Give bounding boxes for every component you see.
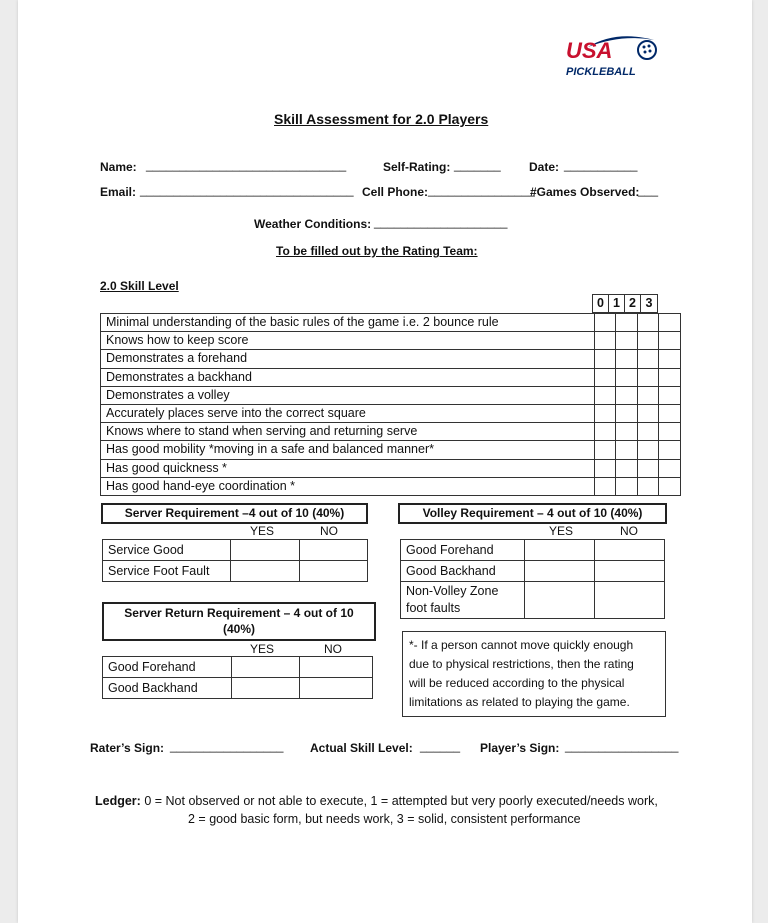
score-cell-0[interactable] <box>595 404 616 422</box>
score-cell-2[interactable] <box>637 368 658 386</box>
volley-requirement-table <box>400 539 665 619</box>
score-cell-1[interactable] <box>616 368 637 386</box>
player-sign-field[interactable]: _________________ <box>565 739 679 753</box>
score-cell-2[interactable] <box>637 404 658 422</box>
table-row <box>101 441 681 459</box>
name-field[interactable]: ______________________________ <box>146 158 347 172</box>
rating-team-heading: To be filled out by the Rating Team: <box>276 244 478 258</box>
score-cell-2[interactable] <box>637 350 658 368</box>
score-cell-0[interactable] <box>595 350 616 368</box>
volley-no-cell[interactable] <box>594 561 664 582</box>
score-cell-3[interactable] <box>658 423 680 441</box>
score-cell-3[interactable] <box>658 441 680 459</box>
logo-pickleball-text: PICKLEBALL <box>566 66 636 78</box>
score-cell-1[interactable] <box>616 477 637 495</box>
weather-label: Weather Conditions: <box>254 217 372 231</box>
volley-no-cell[interactable] <box>594 582 664 619</box>
table-row <box>103 657 373 678</box>
score-cell-0[interactable] <box>595 423 616 441</box>
skills-table <box>100 313 681 496</box>
date-label: Date: <box>529 160 560 174</box>
server-no-cell[interactable] <box>299 540 367 561</box>
server-no-label: NO <box>320 524 338 538</box>
table-row <box>101 477 681 495</box>
cell-phone-label: Cell Phone: <box>362 185 429 199</box>
score-cell-1[interactable] <box>616 404 637 422</box>
score-cell-0[interactable] <box>595 368 616 386</box>
return-row-label: Good Backhand <box>103 678 232 699</box>
score-header-0: 0 <box>593 295 609 313</box>
return-yes-label: YES <box>250 642 275 656</box>
volley-yes-cell[interactable] <box>524 582 594 619</box>
score-cell-3[interactable] <box>658 459 680 477</box>
skills-table-body <box>101 314 681 496</box>
score-cell-1[interactable] <box>616 314 637 332</box>
logo-usa-text: USA <box>566 38 613 63</box>
score-cell-3[interactable] <box>658 350 680 368</box>
return-requirement-header <box>102 602 376 641</box>
score-cell-1[interactable] <box>616 423 637 441</box>
weather-field[interactable]: ____________________ <box>374 215 508 229</box>
name-label: Name: <box>100 160 137 174</box>
score-cell-0[interactable] <box>595 459 616 477</box>
server-requirement-header: Server Requirement –4 out of 10 (40%) <box>101 503 368 524</box>
note-line: due to physical restrictions, then the rating <box>409 657 634 671</box>
table-row <box>101 423 681 441</box>
mobility-note-box <box>402 631 666 717</box>
player-sign-label: Player’s Sign: <box>480 741 560 755</box>
email-label: Email: <box>100 185 137 199</box>
score-header-1: 1 <box>609 295 625 313</box>
return-no-cell[interactable] <box>300 657 373 678</box>
score-cell-2[interactable] <box>637 423 658 441</box>
score-cell-0[interactable] <box>595 441 616 459</box>
server-yes-cell[interactable] <box>231 561 299 582</box>
score-cell-3[interactable] <box>658 404 680 422</box>
volley-yes-label: YES <box>549 524 574 538</box>
skill-label: Demonstrates a volley <box>101 386 595 404</box>
return-yes-cell[interactable] <box>231 657 300 678</box>
volley-row-label <box>401 582 525 619</box>
return-no-label: NO <box>324 642 342 656</box>
volley-no-cell[interactable] <box>594 540 664 561</box>
table-row <box>401 540 665 561</box>
score-cell-1[interactable] <box>616 350 637 368</box>
cell-phone-field[interactable]: ________________ <box>428 183 535 197</box>
score-cell-0[interactable] <box>595 386 616 404</box>
score-header-2: 2 <box>625 295 641 313</box>
self-rating-field[interactable]: _______ <box>454 158 501 172</box>
score-cell-2[interactable] <box>637 386 658 404</box>
score-cell-0[interactable] <box>595 314 616 332</box>
note-line: limitations as related to playing the game. <box>409 695 630 709</box>
table-row <box>101 459 681 477</box>
score-cell-1[interactable] <box>616 459 637 477</box>
section-label: 2.0 Skill Level <box>100 279 179 293</box>
ledger-label: Ledger: <box>95 794 141 808</box>
rater-sign-field[interactable]: _________________ <box>170 739 284 753</box>
games-observed-label: #Games Observed: <box>530 185 640 199</box>
table-row <box>101 350 681 368</box>
note-line: will be reduced according to the physical <box>409 676 625 690</box>
pickleball-icon <box>636 39 658 61</box>
skill-label: Demonstrates a backhand <box>101 368 595 386</box>
table-row <box>101 368 681 386</box>
score-cell-1[interactable] <box>616 441 637 459</box>
volley-requirement-header: Volley Requirement – 4 out of 10 (40%) <box>398 503 667 524</box>
skill-label: Knows where to stand when serving and returning serve <box>101 423 595 441</box>
score-cell-1[interactable] <box>616 386 637 404</box>
volley-row-label-line1: Non-Volley Zone <box>406 584 499 598</box>
games-observed-field[interactable]: ___ <box>638 183 659 197</box>
score-cell-3[interactable] <box>658 368 680 386</box>
volley-no-label: NO <box>620 524 638 538</box>
score-cell-3[interactable] <box>658 314 680 332</box>
document-page <box>18 0 752 923</box>
score-cell-3[interactable] <box>658 477 680 495</box>
volley-row-label-line2: foot faults <box>406 601 461 615</box>
table-row <box>103 678 373 699</box>
score-cell-1[interactable] <box>616 332 637 350</box>
table-row <box>101 404 681 422</box>
return-requirement-table <box>102 656 373 699</box>
skill-label: Accurately places serve into the correct square <box>101 404 595 422</box>
self-rating-label: Self-Rating: <box>383 160 451 174</box>
skill-label: Has good hand-eye coordination * <box>101 477 595 495</box>
return-header-line1: Server Return Requirement – 4 out of 10 <box>124 606 354 620</box>
volley-row-label: Good Backhand <box>401 561 525 582</box>
score-header-3: 3 <box>641 295 658 313</box>
server-row-label: Service Foot Fault <box>103 561 231 582</box>
score-cell-0[interactable] <box>595 332 616 350</box>
date-field[interactable]: ___________ <box>564 158 638 172</box>
return-row-label: Good Forehand <box>103 657 232 678</box>
table-row <box>401 561 665 582</box>
note-line: *- If a person cannot move quickly enough <box>409 638 634 652</box>
skill-label: Minimal understanding of the basic rules of the game i.e. 2 bounce rule <box>101 314 595 332</box>
return-yes-cell[interactable] <box>231 678 300 699</box>
page-title: Skill Assessment for 2.0 Players <box>274 111 489 127</box>
score-cell-3[interactable] <box>658 386 680 404</box>
skill-label: Knows how to keep score <box>101 332 595 350</box>
table-row <box>103 540 368 561</box>
ledger-text-2: 2 = good basic form, but needs work, 3 = solid, consistent performance <box>188 812 581 826</box>
score-cell-2[interactable] <box>637 441 658 459</box>
score-cell-3[interactable] <box>658 332 680 350</box>
usa-pickleball-logo <box>566 34 686 84</box>
table-row <box>101 332 681 350</box>
rater-sign-label: Rater’s Sign: <box>90 741 165 755</box>
skill-label: Has good quickness * <box>101 459 595 477</box>
server-yes-cell[interactable] <box>231 540 299 561</box>
table-row <box>103 561 368 582</box>
score-header-table <box>592 294 658 313</box>
score-cell-2[interactable] <box>637 332 658 350</box>
skill-label: Demonstrates a forehand <box>101 350 595 368</box>
score-cell-2[interactable] <box>637 314 658 332</box>
skill-label: Has good mobility *moving in a safe and balanced manner* <box>101 441 595 459</box>
volley-yes-cell[interactable] <box>524 561 594 582</box>
server-yes-label: YES <box>250 524 275 538</box>
table-row <box>101 314 681 332</box>
return-header-line2: (40%) <box>222 622 255 636</box>
ledger-line1 <box>95 794 658 808</box>
table-row <box>401 582 665 619</box>
server-row-label: Service Good <box>103 540 231 561</box>
actual-skill-label: Actual Skill Level: <box>310 741 413 755</box>
server-no-cell[interactable] <box>299 561 367 582</box>
score-cell-2[interactable] <box>637 459 658 477</box>
return-no-cell[interactable] <box>300 678 373 699</box>
score-cell-2[interactable] <box>637 477 658 495</box>
table-row <box>101 386 681 404</box>
server-requirement-table <box>102 539 368 582</box>
score-cell-0[interactable] <box>595 477 616 495</box>
ledger-text-1: 0 = Not observed or not able to execute, 1 = attempted but very poorly executed/needs work, <box>144 794 658 808</box>
actual-skill-field[interactable]: ______ <box>420 739 461 753</box>
volley-yes-cell[interactable] <box>524 540 594 561</box>
email-field[interactable]: ________________________________ <box>140 183 354 197</box>
volley-row-label: Good Forehand <box>401 540 525 561</box>
